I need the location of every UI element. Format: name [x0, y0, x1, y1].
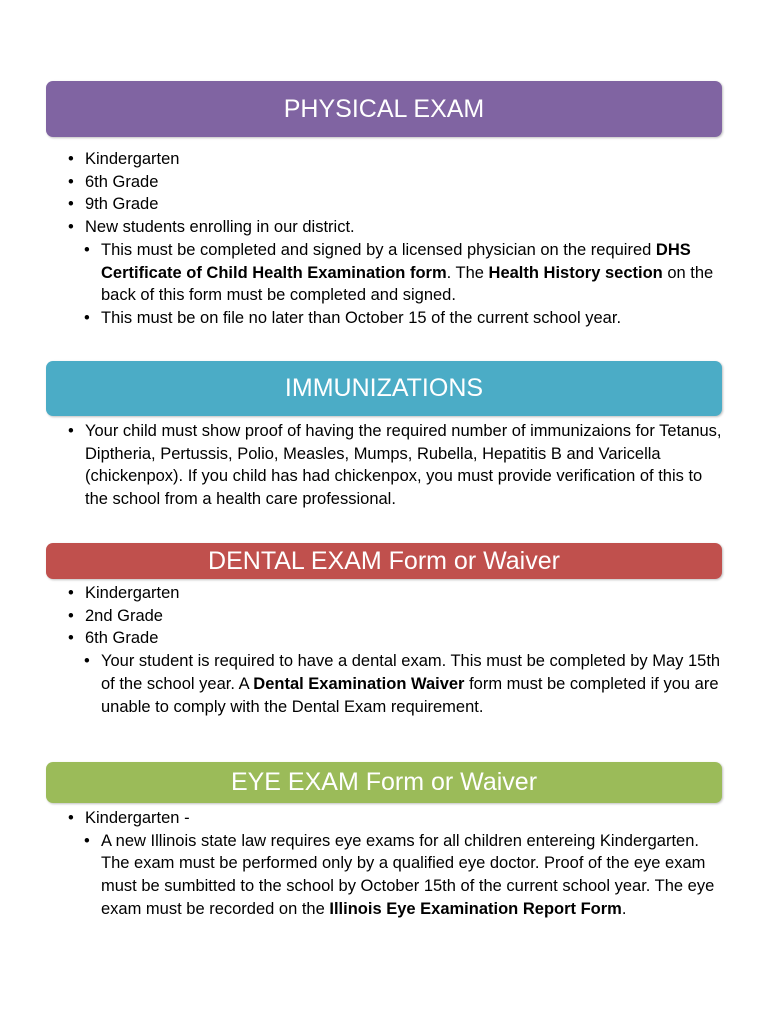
list-item: • New students enrolling in our district. — [66, 216, 726, 239]
physical-exam-requirement: • This must be completed and signed by a licensed physician on the required DHS Certificate of Child Health Examination form. The Health History section on the back of this form must be completed and signed. — [82, 239, 726, 307]
dental-exam-banner — [46, 543, 722, 579]
dental-exam-title: DENTAL EXAM Form or Waiver — [208, 546, 560, 575]
eye-exam-list — [66, 807, 726, 921]
list-item: • Kindergarten — [66, 148, 726, 171]
physical-exam-banner — [46, 81, 722, 137]
list-item: • Kindergarten — [66, 582, 726, 605]
list-item: • 6th Grade — [66, 171, 726, 194]
immunizations-banner — [46, 361, 722, 416]
immunizations-list — [66, 420, 726, 511]
physical-exam-title: PHYSICAL EXAM — [283, 94, 485, 123]
eye-exam-banner — [46, 762, 722, 803]
dental-exam-list — [66, 582, 726, 718]
immunizations-title: IMMUNIZATIONS — [284, 374, 484, 402]
list-item: • Kindergarten - — [66, 807, 726, 830]
dental-exam-requirement: • Your student is required to have a dental exam. This must be completed by May 15th of the school year. A Dental Examination Waiver form must be completed if you are unable to comply with the Dental Exam requirement. — [82, 650, 726, 718]
list-item: • 2nd Grade — [66, 605, 726, 628]
list-item: • 9th Grade — [66, 193, 726, 216]
physical-exam-deadline: • This must be on file no later than October 15 of the current school year. — [82, 307, 726, 330]
eye-exam-title: EYE EXAM Form or Waiver — [230, 768, 538, 796]
list-item: • 6th Grade — [66, 627, 726, 650]
list-item: • Your child must show proof of having the required number of immunizaions for Tetanus, Diptheria, Pertussis, Polio, Measles, Mumps, Rubella, Hepatitis B and Varicella (chickenpox). If you child has had chickenpox, you must provide verification of this to the school from a health care professional. — [66, 420, 726, 511]
physical-exam-list — [66, 148, 726, 330]
eye-exam-requirement: • A new Illinois state law requires eye exams for all children entereing Kindergarten. The exam must be performed only by a qualified eye doctor. Proof of the eye exam must be sumbitted to the school by October 15th of the current school year. The eye exam must be recorded on the Illinois Eye Examination Report Form. — [82, 830, 726, 921]
